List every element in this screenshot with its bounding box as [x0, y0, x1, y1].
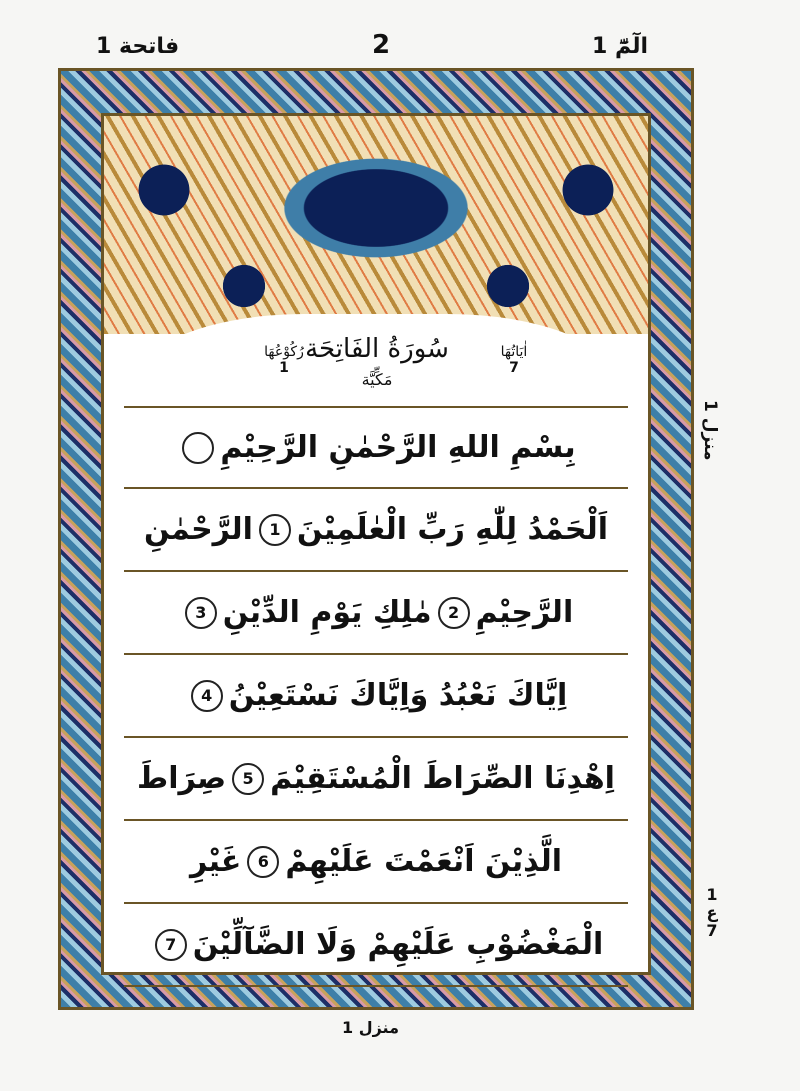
side-ruku-marker: [700, 886, 724, 940]
verse-text: اِهْدِنَا الصِّرَاطَ الْمُسْتَقِيْمَ: [270, 761, 615, 796]
ruku-label: رُكُوْعُهَا: [264, 344, 304, 360]
ayah-number-mark: 2: [438, 597, 470, 629]
verse-text: اَلْحَمْدُ لِلّٰهِ رَبِّ الْعٰلَمِيْنَ: [296, 512, 609, 547]
ayah-number-mark: 3: [185, 597, 217, 629]
verse-line: [124, 655, 628, 738]
verse-line: [124, 406, 628, 489]
verse-text-continued: صِرَاطَ: [137, 761, 227, 796]
verse-text-continued: مٰلِكِ يَوْمِ الدِّيْنِ: [222, 595, 432, 630]
verse-lines: [124, 406, 628, 987]
verse-text: بِسْمِ اللهِ الرَّحْمٰنِ الرَّحِيْمِ: [220, 430, 576, 465]
surah-subtitle: مَكِّيَّة: [361, 370, 393, 389]
ayah-number-mark: 6: [247, 846, 279, 878]
side-ruku-letter: ع: [706, 903, 718, 922]
verse-text: الرَّحِيْمِ: [475, 595, 574, 630]
verse-text: الْمَغْضُوْبِ عَلَيْهِمْ وَلَا الضَّآلِّيْنَ: [192, 927, 604, 962]
ayah-number-mark: 1: [259, 514, 291, 546]
verse-line: [124, 738, 628, 821]
verse-text-continued: الرَّحْمٰنِ: [143, 512, 253, 547]
verse-text: اِيَّاكَ نَعْبُدُ وَاِيَّاكَ نَسْتَعِيْنُ: [228, 678, 568, 713]
ayat-count-box: [484, 344, 544, 376]
verse-line: [124, 821, 628, 904]
illumination-header: [104, 116, 648, 334]
ayah-number-mark: 4: [191, 680, 223, 712]
footer-manzil: منزل 1: [342, 1018, 399, 1037]
header-surah-label: فاتحة 1: [96, 34, 180, 59]
ayat-label: اٰيَاتُهَا: [500, 344, 528, 360]
verse-text-continued: غَيْرِ: [189, 844, 242, 879]
verse-line: [124, 904, 628, 987]
side-manzil-label: منزل 1: [700, 400, 720, 461]
ayah-end-mark: [182, 432, 214, 464]
ayat-count: 7: [509, 360, 519, 376]
header-para-label: الٓمّٓ 1: [592, 34, 649, 59]
illuminated-border: [58, 68, 694, 1010]
ruku-count-box: [254, 344, 314, 376]
text-panel: [101, 113, 651, 975]
ruku-count: 1: [279, 360, 289, 376]
side-ruku-bottom: 7: [706, 921, 718, 940]
verse-line: [124, 489, 628, 572]
surah-title: سُورَةُ الفَاتِحَة: [305, 334, 449, 364]
ayah-number-mark: 5: [232, 763, 264, 795]
verse-text: الَّذِيْنَ اَنْعَمْتَ عَلَيْهِمْ: [285, 844, 563, 879]
page-number: 2: [372, 30, 391, 60]
side-ruku-top: 1: [706, 885, 718, 904]
verse-line: [124, 572, 628, 655]
ayah-number-mark: 7: [155, 929, 187, 961]
